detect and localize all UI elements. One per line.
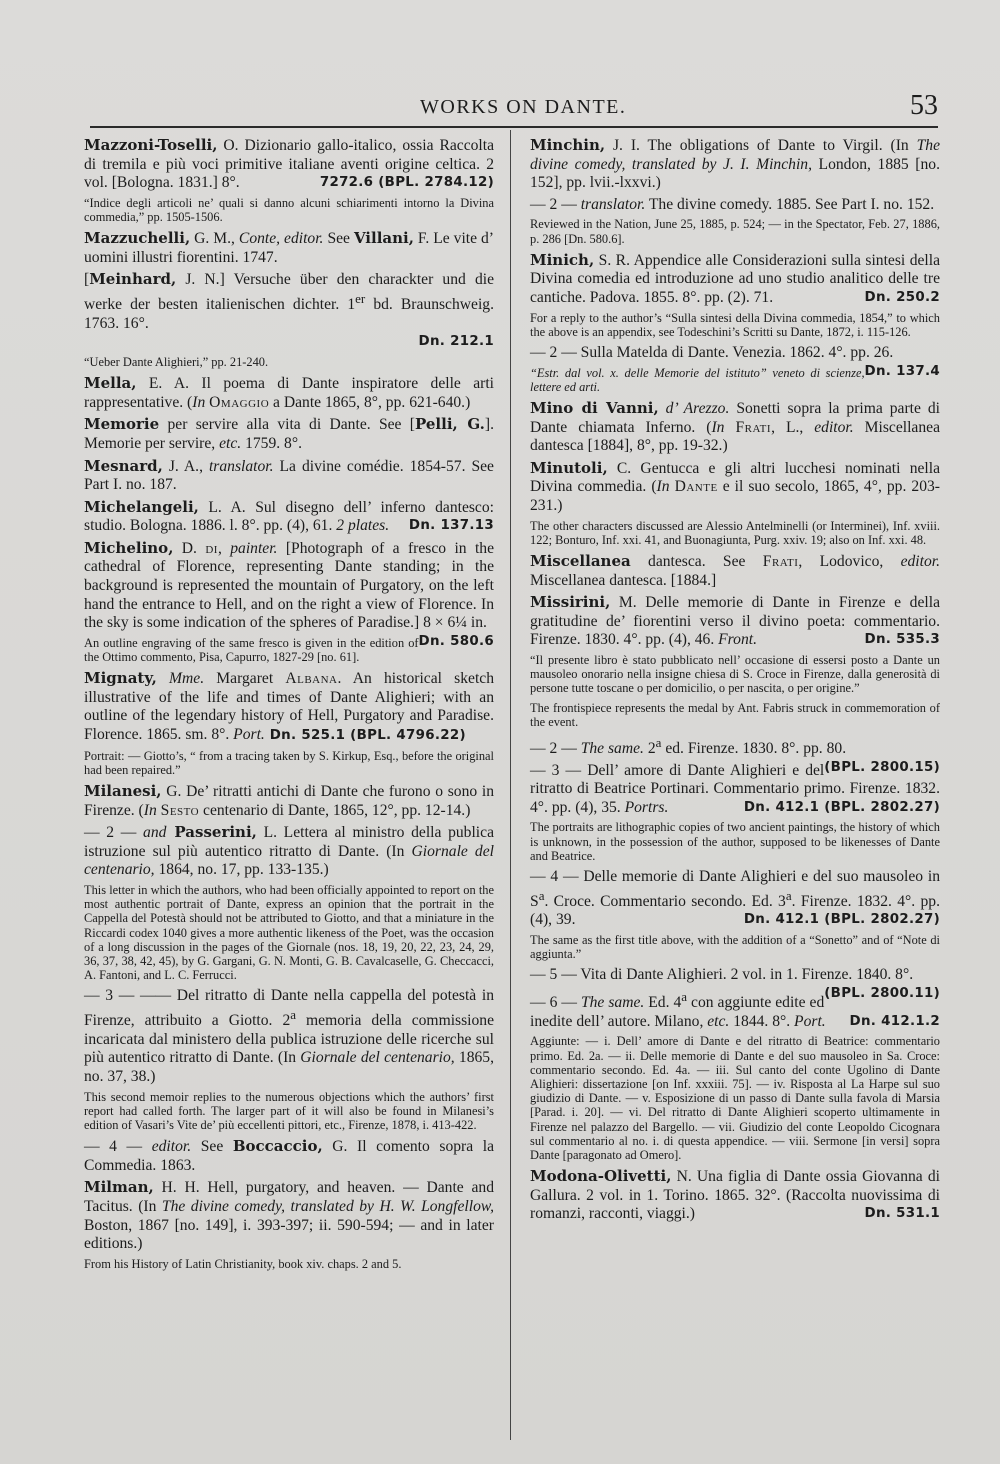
entry-minich: Minich, S. R. Appendice alle Considerazioni sulla sintesi della Divina comedia ed introduzione ad uno studio analitico delle tre cantiche. Padova. 1855. 8°. pp. (2). 71. Dn. 250.2 [530,250,940,306]
note-mignaty: Portrait: — Giotto’s, “ from a tracing taken by S. Kirkup, Esq., before the original had been repaired.” [84,748,494,777]
page-number: 53 [910,90,938,121]
right-column [530,136,940,1227]
running-head [90,92,938,128]
entry-modona-olivetti: Modona-Olivetti, N. Una figlia di Dante ossia Giovanna di Gallura. 2 vol. in 1. Torino. 1865. 32°. (Raccolta nuovissima di romanzi, racconti, viaggi.) Dn. 531.1 [530,1167,940,1223]
note-missirini-4: The same as the first title above, with the addition of a “Sonetto” and of “Note di aggiunta.” [530,933,940,962]
entry-mesnard: Mesnard, J. A., translator. La divine comédie. 1854-57. See Part I. no. 187. [84,456,494,494]
entry-memorie: Memorie per servire alla vita di Dante. See [Pelli, G.]. Memorie per servire, etc. 1759. 8°. [84,415,494,452]
entry-minchin-2: — 2 — translator. The divine comedy. 1885. See Part I. no. 152. [530,195,935,213]
entry-milman: Milman, H. H. Hell, purgatory, and heaven. — Dante and Tacitus. (In The divine comedy, translated by H. W. Longfellow, Boston, 1867 [no. 149], i. 393-397; ii. 590-594; — and in later editions.) [84,1178,495,1253]
entry-milanesi: Milanesi, G. De’ ritratti antichi di Dante che furono o sono in Firenze. (In Sesto centenario di Dante, 1865, 12°, pp. 12-14.) [84,782,494,819]
note-minich-2: “Estr. dal vol. x. delle Memorie del istituto” veneto di scienze, lettere ed arti. [530,365,865,394]
entry-mignaty: Mignaty, Mme. Margaret Albana. An historical sketch illustrative of the life and times of Dante Alighieri; with an outline of the legendary history of Hell, Purgatory and Paradise. Florence. 1865. sm. 8°. Port. Dn. 525.1 (BPL. 4796.22) [84,669,494,744]
note-missirini-6-aggiunte: Aggiunte: — i. Dell’ amore di Dante e del ritratto di Beatrice: commentario primo. Ed. 2a. — ii. Delle memorie di Dante e del suo mausoleo in Sa. Croce: commentario secondo. Ed. 4a. — iii. Sul canto del conte Ugolino di Dante Alighieri: dissertazione [on Inf. xxxiii. 75]. — iv. Risposta al La Harpe sul suo giudizio di Dante. — v. Esposizione di un passo di Dante sulla favola di Marsia [Parad. i. 20]. — vi. Del ritratto di Dante Alighieri scoperto ultimamente in Firenze nel palazzo del Bargello. — vii. Giudizio del conte Leopoldo Cicognara sul commentario al no. i. di questa appendice. — viii. Sermone [in versi] sopra Dante [paragonato ad Omero]. [530,1034,940,1163]
entry-mazzuchelli: Mazzuchelli, G. M., Conte, editor. See Villani, F. Le vite d’ uomini illustri fiorentini. 1747. [84,229,494,266]
note-missirini-3: The portraits are lithographic copies of two ancient paintings, the history of which is unknown, in the possession of the author, supposed to be likenesses of Dante and Beatrice. [530,820,940,863]
note-mazzoni-toselli: “Indice degli articoli ne’ quali si danno alcuni schiarimenti intorno la Divina commedia,” pp. 1505-1506. [84,195,494,224]
entry-missirini-4: — 4 — Delle memorie di Dante Alighieri e del suo mausoleo in $S^a$. Croce. Commentario secondo. Ed. 3$^a$. Firenze. 1832. 4°. pp. (4), 39. Dn. 412.1 (BPL. 2802.27) [530,868,940,929]
note-minchin-2: Reviewed in the Nation, June 25, 1885, p. 524; — in the Spectator, Feb. 27, 1886, p. 286 [Dn. 580.6]. [530,217,940,246]
entry-mazzoni-toselli: Mazzoni-Toselli, O. Dizionario gallo-italico, ossia Raccolta di tremila e più voci primitive italiane aventi origine celtica. 2 vol. [Bologna. 1831.] 8°. 7272.6 (BPL. 2784.12) [84,136,494,192]
entry-missirini-5: — 5 — Vita di Dante Alighieri. 2 vol. in 1. Firenze. 1840. 8°. (BPL. 2800.11) [530,966,940,1002]
note-minich: For a reply to the author’s “Sulla sintesi della Divina commedia, 1854,” to which the above is an appendix, see Todeschini’s Scritti su Dante, 1872, i. 115-126. [530,310,940,339]
entry-meinhard: [Meinhard, J. N.] Versuche über den charackter und die werke der besten italienischen dichter. 1er bd. Braunschweig. 1763. 16°. Dn. 212.1 [84,270,494,350]
entry-missirini-3: — 3 — Dell’ amore di Dante Alighieri e del ritratto di Beatrice Portinari. Commentario primo. Firenze. 1832. 4°. pp. (4), 35. Portrs. Dn. 412.1 (BPL. 2802.27) [530,761,940,816]
entry-michelangeli: Michelangeli, L. A. Sul disegno dell’ inferno dantesco: studio. Bologna. 1886. l. 8°. pp. (4), 61. 2 plates. Dn. 137.13 [84,497,494,535]
entry-missirini-6: — 6 — The same. Ed. 4$^a$ con aggiunte edite ed inedite dell’ autore. Milano, etc. 1844. 8°. Port. Dn. 412.1.2 [530,989,940,1030]
entry-mino-di-vanni: Mino di Vanni, d’ Arezzo. Sonetti sopra la prima parte di Dante chiamata Inferno. (In Frati, L., editor. Miscellanea dantesca [1884], 8°, pp. 19-32.) [530,398,940,455]
entry-minich-2: — 2 — Sulla Matelda di Dante. Venezia. 1862. 4°. pp. 26. Dn. 137.4 [530,343,940,379]
note-minutoli: The other characters discussed are Alessio Antelminelli (or Interminei), Inf. xviii. 122; Bonturo, Inf. xxi. 41, and Buonagiunta, Purg. xxiv. 19; also on Inf. xxi. 48. [530,518,940,547]
note-milman: From his History of Latin Christianity, book xiv. chaps. 2 and 5. [84,1256,402,1271]
note-milanesi-3: This second memoir replies to the numerous objections which the authors’ first report had called forth. The larger part of it will also be found in Milanesi’s edition of Vasari’s Vite de’ più eccellenti pittori, etc., Firenze, 1878, i. 413-422. [84,1089,494,1132]
entry-minchin: Minchin, J. I. The obligations of Dante to Virgil. (In The divine comedy, translated by J. I. Minchin, London, 1885 [no. 152], pp. lvii.-lxxvi.) [530,136,940,192]
entry-milanesi-4: — 4 — editor. See Boccaccio, G. Il comento sopra la Commedia. 1863. [84,1137,494,1174]
entry-milanesi-2: — 2 — and Passerini, L. Lettera al ministro della publica istruzione sul più autentico ritratto di Dante. (In Giornale del centenario, 1864, no. 17, pp. 133-135.) [84,823,494,879]
entry-milanesi-3: — 3 — —— Del ritratto di Dante nella cappella del potestà in Firenze, attribuito a Giotto. 2$^a$ memoria della commissione incaricata dal ministero della publica istruzione delle ricerche sul più autentico ritratto di Dante. (In Giornale del centenario, 1865, no. 37, 38.) [84,987,495,1085]
note-michelino: An outline engraving of the same fresco is given in the edition of the Ottimo commento, Pisa, Capurro, 1827-29 [no. 61]. [84,635,419,665]
entry-michelino: Michelino, D. di, painter. [Photograph of a fresco in the cathedral of Florence, representing Dante standing; in the background is represented the mountain of Purgatory, on the left hand the entrance to Hell, and on the right a view of Florence. In the sky is some indication of the spheres of Paradise.] 8 × 6¼ in. Dn. 580.6 [84,538,494,649]
note-missirini-frontispiece: The frontispiece represents the medal by Ant. Fabris struck in commemoration of the event. [530,700,940,729]
entry-missirini: Missirini, M. Delle memorie di Dante in Firenze e della gratitudine de’ fiorentini verso il divino poeta: commentario. Firenze. 1830. 4°. pp. (4), 46. Front. Dn. 535.3 [530,593,940,649]
column-divider [510,130,511,1440]
note-meinhard: “Ueber Dante Alighieri,” pp. 21-240. [84,354,269,369]
entry-mella: Mella, E. A. Il poema di Dante inspiratore delle arti rappresentative. (In Omaggio a Dante 1865, 8°, pp. 621-640.) [84,374,494,411]
entry-miscellanea: Miscellanea dantesca. See Frati, Lodovico, editor. Miscellanea dantesca. [1884.] [530,551,941,589]
entry-minutoli: Minutoli, C. Gentucca e gli altri lucchesi nominati nella Divina commedia. (In Dante e il suo secolo, 1865, 4°, pp. 203-231.) [530,458,940,514]
left-column [84,136,494,1276]
running-title: WORKS ON DANTE. [420,96,627,118]
entry-missirini-2: — 2 — The same. 2$^a$ ed. Firenze. 1830. 8°. pp. 80. (BPL. 2800.15) [530,734,940,775]
note-missirini-quote: “Il presente libro è stato pubblicato nell’ occasione di essersi posto a Dante un mausoleo onorario nella insigne chiesa di S. Croce in Firenze, dalla generosità di persone tutte toscane o per domicilio, o per nascita, o per origine.” [530,652,940,696]
note-milanesi-2: This letter in which the authors, who had been officially appointed to report on the most authentic portrait of Dante, express an opinion that the portrait in the Cappella del Potestà should not be attributed to Giotto, and that a miniature in the Riccardi codex 1040 gives a more authentic likeness of the Poet, was the occasion of a long discussion in the pages of the Giornale (nos. 18, 19, 20, 22, 23, 24, 29, 36, 37, 38, 42, 45), by G. Gargani, G. N. Monti, G. B. Cavalcaselle, G. Checcacci, A. Fantoni, and L. C. Ferrucci. [84,883,494,983]
